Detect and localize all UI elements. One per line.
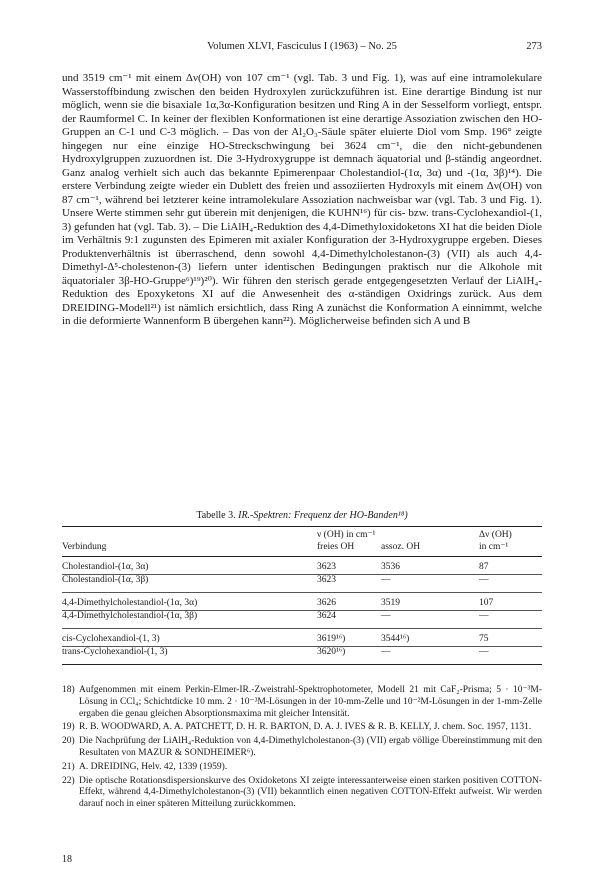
table-caption [62, 510, 542, 522]
cell-delta: — [479, 646, 542, 665]
cell-free: 3619¹⁶) [317, 629, 381, 647]
cell-delta: 75 [479, 629, 542, 647]
footnote [62, 722, 542, 734]
table-group-cyclohexandiol [62, 629, 542, 665]
footnote-number: 18) [62, 685, 75, 695]
table-group-dimethylcholestandiol [62, 593, 542, 629]
table-group-cholestandiol [62, 557, 542, 593]
footnote [62, 685, 542, 720]
footnote-number: 20) [62, 736, 75, 747]
printer-signature: 18 [62, 854, 72, 865]
footnote-text: R. B. WOODWARD, A. A. PATCHETT, D. H. R. BARTON, D. A. J. IVES & R. B. KELLY, J. chem. Soc. 1957, 1131. [79, 722, 532, 733]
header-blank [62, 527, 317, 542]
cell-free: 3623 [317, 557, 381, 575]
footnote-number: 19) [62, 722, 75, 733]
page-number: 273 [526, 41, 542, 52]
cell-delta: — [479, 610, 542, 629]
cell-free: 3620¹⁶) [317, 646, 381, 665]
cell-assoc: 3519 [381, 593, 479, 611]
footnote-text: Die Nachprüfung der LiAlH₄-Reduktion von 4,4-Dimethylcholestanon-(3) (VII) ergab völlige Übereinstimmung mit den Resultaten von MAZUR & SONDHEIMER⁶). [79, 736, 542, 758]
cell-compound: Cholestandiol-(1α, 3α) [62, 557, 317, 575]
cell-assoc: — [381, 646, 479, 665]
header-free-oh: freies OH [317, 542, 381, 557]
cell-assoc: 3536 [381, 557, 479, 575]
cell-free: 3624 [317, 610, 381, 629]
table-row [62, 593, 542, 611]
header-delta-line1: Δν (OH) [479, 527, 542, 542]
table-row [62, 610, 542, 629]
table-caption-title: IR.-Spektren: Frequenz der HO-Banden¹⁸) [238, 510, 408, 521]
cell-assoc: — [381, 574, 479, 593]
table-row [62, 557, 542, 575]
table-caption-label: Tabelle 3. [196, 510, 236, 521]
header-nu-oh: ν (OH) in cm⁻¹ [317, 527, 479, 542]
cell-compound: 4,4-Dimethylcholestandiol-(1α, 3β) [62, 610, 317, 629]
cell-compound: cis-Cyclohexandiol-(1, 3) [62, 629, 317, 647]
cell-delta: 107 [479, 593, 542, 611]
footnote-number: 22) [62, 775, 75, 786]
header-delta-line2: in cm⁻¹ [479, 542, 542, 557]
table-row [62, 629, 542, 647]
cell-compound: Cholestandiol-(1α, 3β) [62, 574, 317, 593]
header-verbindung: Verbindung [62, 542, 317, 557]
cell-compound: trans-Cyclohexandiol-(1, 3) [62, 646, 317, 665]
footnote-text: A. DREIDING, Helv. 42, 1339 (1959). [79, 761, 228, 772]
table-row [62, 646, 542, 665]
footnote-text: Aufgenommen mit einem Perkin-Elmer-IR.-Zweistrahl-Spektrophotometer, Modell 21 mit CaF₂-Prisma; 5 · 10⁻³M-Lösung in CCl₄; Schichtdicke 10 mm. 2 · 10⁻³M-Lösungen in der 10-mm-Zelle und 10⁻²M-Lösungen in der 1-mm-Zelle ergaben die genau gleichen Absorptionsmaxima mit gleicher Intensität. [79, 685, 542, 719]
footnote-text: Die optische Rotationsdispersionskurve des Oxidoketons XI zeigte interessanterweise einen starken positiven COTTON-Effekt, während 4,4-Dimethylcholestanon-(3) (VII) bekanntlich einen negativen COTTON-Effekt aufweist. Wir werden darauf noch in einer späteren Mitteilung zurückkommen. [79, 775, 542, 810]
running-head: Volumen XLVI, Fasciculus I (1963) – No. 25 [207, 41, 397, 52]
cell-assoc: — [381, 610, 479, 629]
footnote [62, 736, 542, 760]
body-paragraph: und 3519 cm⁻¹ mit einem Δν(OH) von 107 cm⁻¹ (vgl. Tab. 3 und Fig. 1), was auf eine intramolekulare Wasserstoffbindung zwischen den beiden Hydroxylen zurückzuführen ist. Eine derartige Bindung ist nur möglich, wenn sie die bisaxiale 1α,3α-Konfiguration besitzen und Ring A in der Sesselform vorliegt, entspr. der Raumformel C. In keiner der flexiblen Konformationen ist eine derartige Assoziation zwischen den HO-Gruppen an C-1 und C-3 möglich. – Das von der Al₂O₃-Säule später eluierte Diol vom Smp. 196° zeigte hingegen nur eine einzige HO-Streckschwingung bei 3624 cm⁻¹, die den nicht-gebundenen Hydroxylgruppen zuzuordnen ist. Die 3-Hydroxygruppe ist demnach äquatorial und β-ständig angeordnet. Ganz analog verhielt sich auch das bekannte Epimerenpaar Cholestandiol-(1α, 3α) und -(1α, 3β)¹⁴). Die erstere Verbindung zeigte wieder ein Dublett des freien und assoziierten Hydroxyls mit einem Δν(OH) von 87 cm⁻¹, während bei letzterer keine intramolekulare Assoziation nachweisbar war (vgl. Tab. 3 und Fig. 1). Unsere Werte stimmen sehr gut überein mit denjenigen, die KUHN¹⁶) für cis- bzw. trans-Cyclohexandiol-(1, 3) gefunden hat (vgl. Tab. 3). – Die LiAlH₄-Reduktion des 4,4-Dimethyloxidoketons XI hat die beiden Diole im Verhältnis 9:1 zugunsten des Epimeren mit axialer Konfiguration der 3-Hydroxygruppe ergeben. Dieses Produktenverhältnis ist überraschend, denn sowohl 4,4-Dimethylcholestanon-(3) (VII) als auch 4,4-Dimethyl-Δ⁵-cholestenon-(3) liefern unter identischen Bedingungen praktisch nur die Alkohole mit äquatorialer 3β-HO-Gruppe⁶)¹⁹)²⁰). Wir führen den sterisch gerade entgegengesetzten Verlauf der LiAlH₄-Reduktion des Epoxyketons XI auf die Anwesenheit des α-ständigen Oxidrings zurück. Aus dem DREIDING-Modell²¹) ist nämlich ersichtlich, dass Ring A zunächst die Konformation A einnimmt, welche in die deformierte Wannenform B übergehen kann²²). Möglicherweise befinden sich A und B [62, 72, 542, 327]
cell-free: 3626 [317, 593, 381, 611]
footnote-number: 21) [62, 761, 75, 772]
table-row [62, 574, 542, 593]
ir-spectra-table [62, 526, 542, 665]
header-assoc-oh: assoz. OH [381, 542, 479, 557]
cell-delta: 87 [479, 557, 542, 575]
footnotes [62, 685, 542, 813]
ir-spectra-table-block [62, 510, 542, 665]
cell-free: 3623 [317, 574, 381, 593]
cell-delta: — [479, 574, 542, 593]
cell-compound: 4,4-Dimethylcholestandiol-(1α, 3α) [62, 593, 317, 611]
cell-assoc: 3544¹⁶) [381, 629, 479, 647]
body-paragraph-block [62, 72, 542, 329]
footnote [62, 762, 542, 774]
footnote [62, 776, 542, 811]
